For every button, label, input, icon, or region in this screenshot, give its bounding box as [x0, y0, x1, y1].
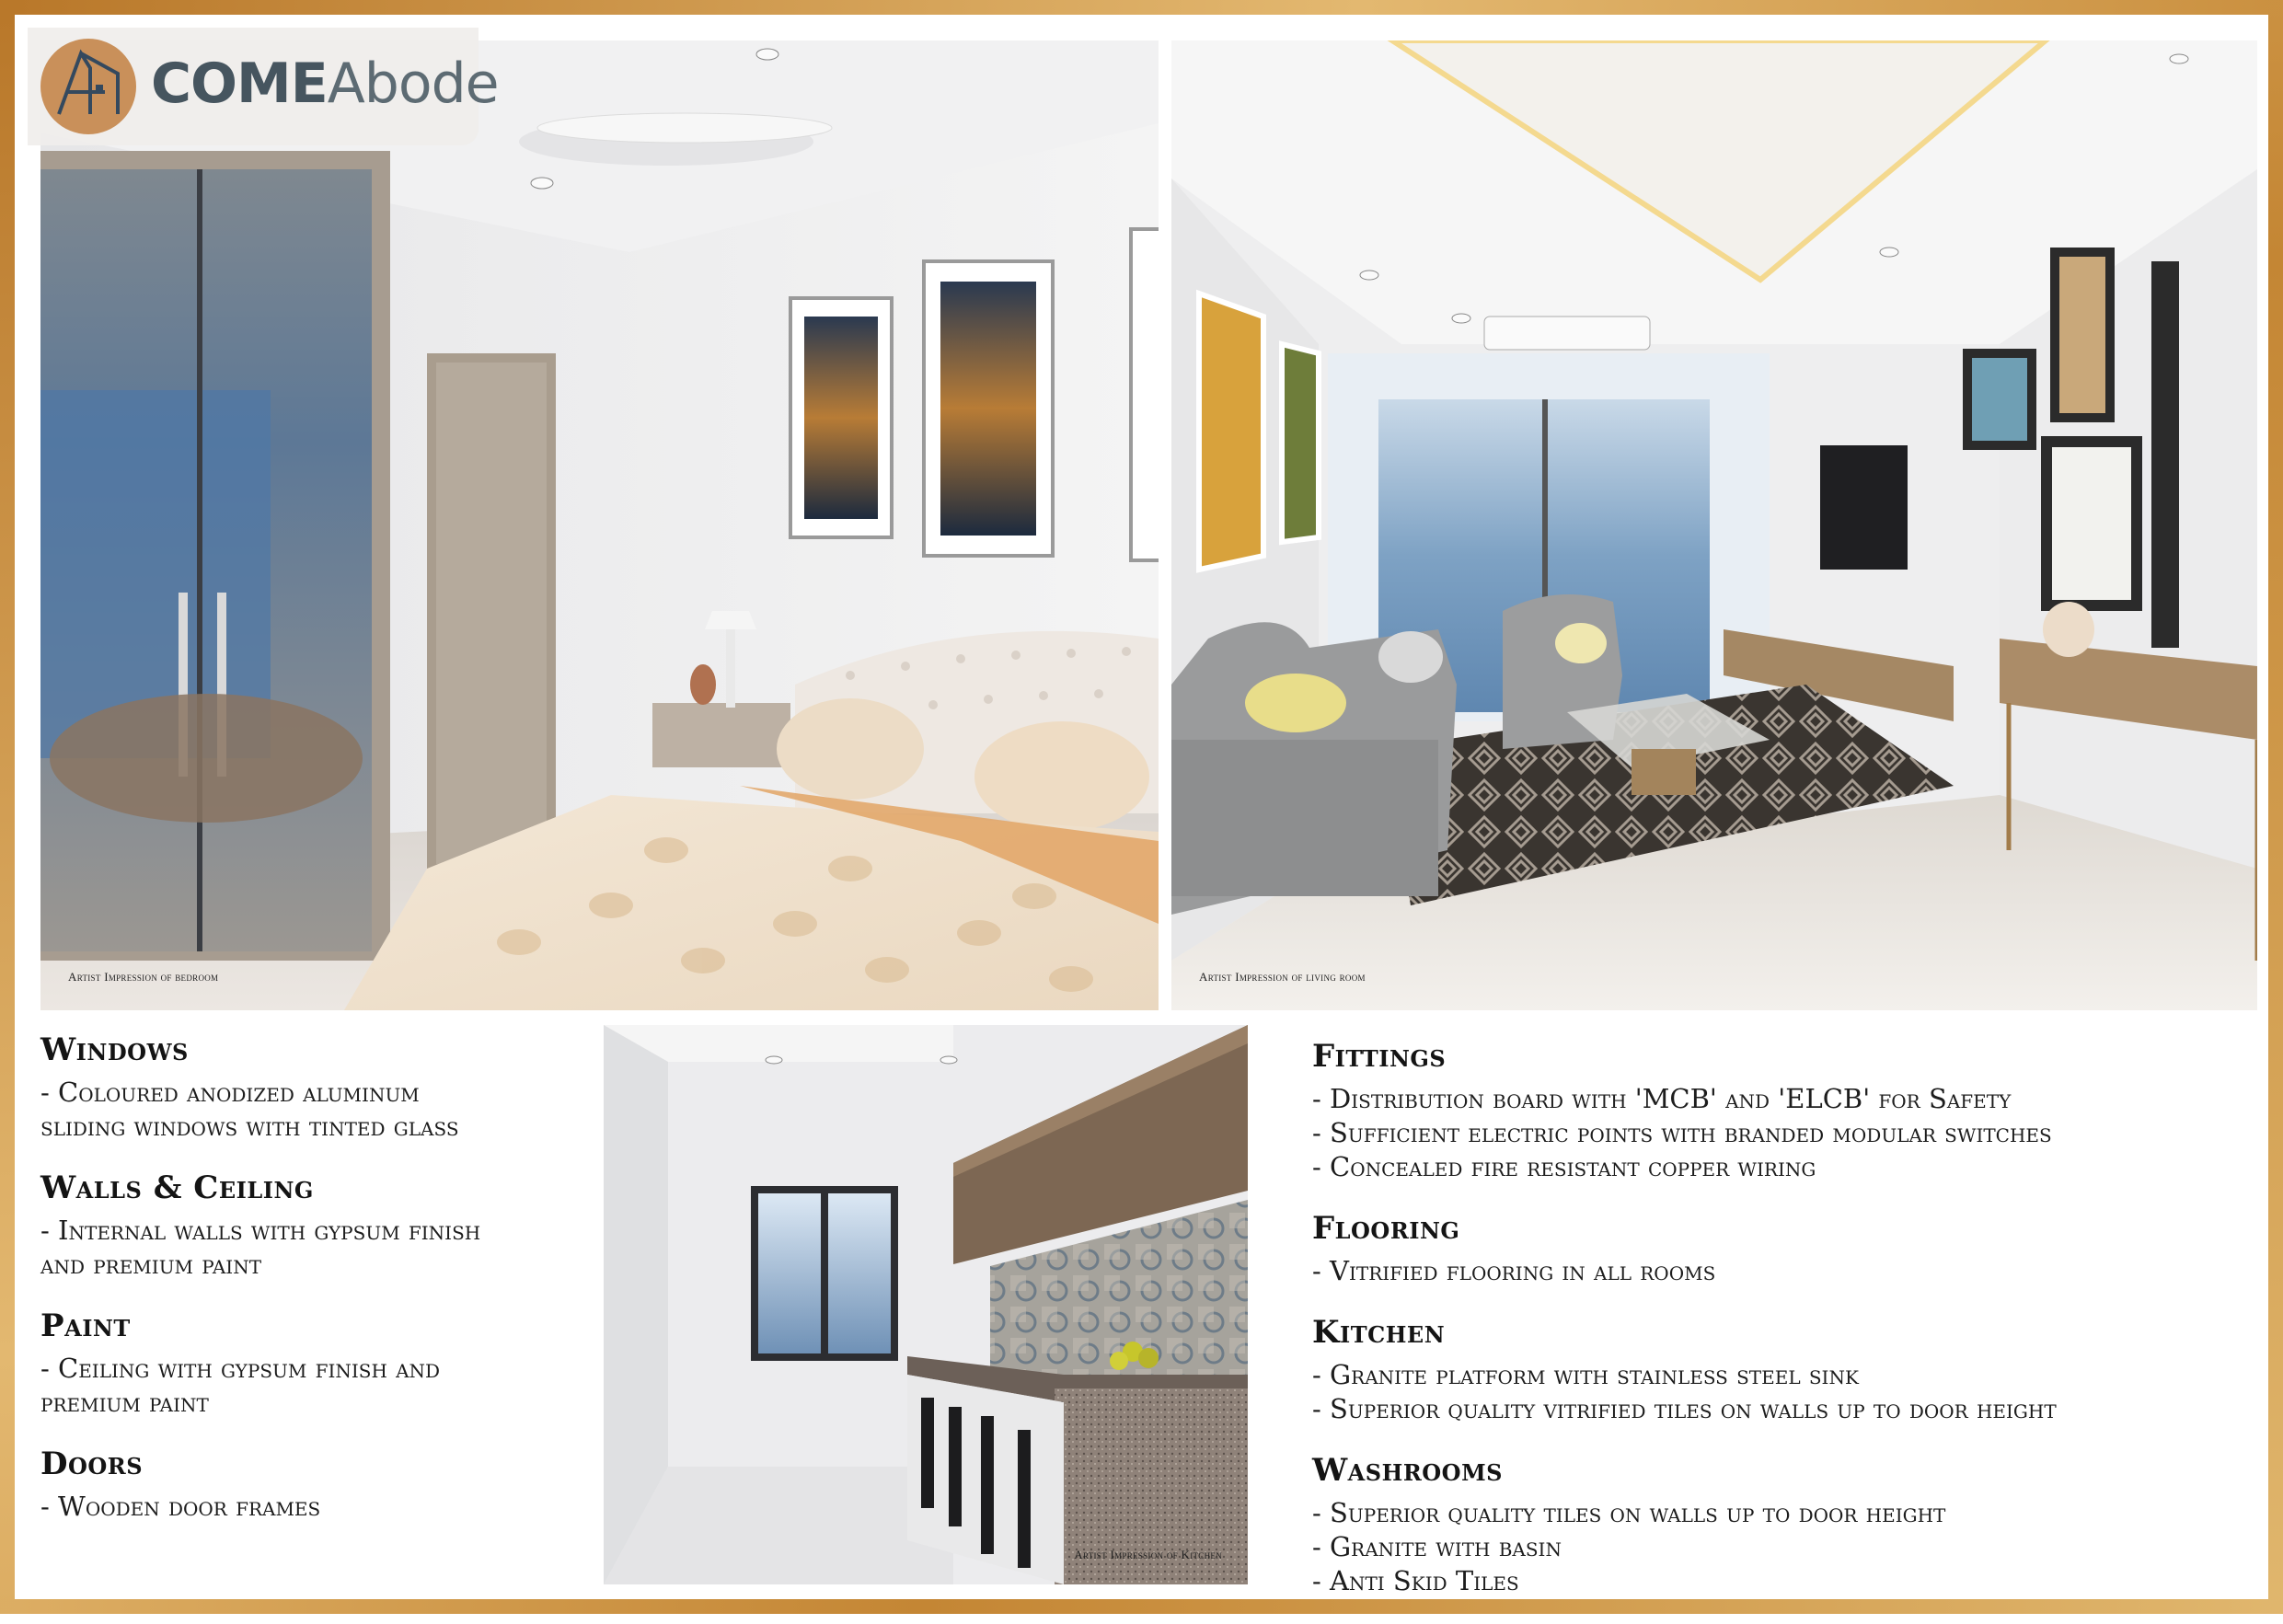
spec-title-fittings: Fittings [1312, 1038, 1447, 1075]
spec-item: - Wooden door frames [40, 1491, 321, 1522]
spec-title-washrooms: Washrooms [1312, 1452, 1503, 1489]
bedroom-caption: Artist Impression of bedroom [68, 970, 219, 984]
spec-item: - Superior quality tiles on walls up to door height [1312, 1497, 1946, 1528]
bedroom-photo [40, 40, 1159, 1010]
spec-item: - Granite platform with stainless steel sink [1312, 1359, 1859, 1390]
brand-logo [28, 28, 499, 145]
left-specs-column [40, 1031, 583, 1549]
spec-walls-ceiling [40, 1169, 583, 1282]
spec-item: - Vitrified flooring in all rooms [1312, 1255, 1716, 1286]
spec-title-kitchen: Kitchen [1312, 1314, 1446, 1351]
spec-washrooms [1312, 1452, 2269, 1598]
spec-title-flooring: Flooring [1312, 1210, 1460, 1247]
spec-title-walls-ceiling: Walls & Ceiling [40, 1169, 314, 1206]
spec-doors [40, 1445, 583, 1524]
brand-name-light: Abode [327, 52, 499, 116]
spec-item: and premium paint [40, 1249, 262, 1280]
spec-item: - Sufficient electric points with branded modular switches [1312, 1117, 2052, 1148]
spec-title-paint: Paint [40, 1307, 131, 1344]
spec-fittings [1312, 1038, 2269, 1184]
spec-paint [40, 1307, 583, 1420]
kitchen-caption: Artist Impression of Kitchen [1074, 1548, 1222, 1561]
spec-item: sliding windows with tinted glass [40, 1111, 459, 1142]
kitchen-illustration [604, 1025, 1248, 1584]
spec-item: - Distribution board with 'MCB' and 'ELCB' for Safety [1312, 1083, 2012, 1114]
spec-kitchen [1312, 1314, 2269, 1426]
spec-item: - Superior quality vitrified tiles on walls up to door height [1312, 1393, 2057, 1424]
living-room-caption: Artist Impression of living room [1199, 970, 1366, 984]
kitchen-photo [604, 1025, 1248, 1584]
living-room-photo [1171, 40, 2257, 1010]
spec-windows [40, 1031, 583, 1144]
spec-item: - Coloured anodized aluminum [40, 1077, 420, 1108]
brand-wordmark [151, 52, 499, 116]
spec-title-windows: Windows [40, 1031, 189, 1068]
spec-item: - Internal walls with gypsum finish [40, 1215, 481, 1246]
spec-title-doors: Doors [40, 1445, 144, 1482]
living-room-illustration [1171, 40, 2257, 1010]
spec-flooring [1312, 1210, 2269, 1288]
house-logo-icon [39, 37, 138, 136]
brand-name-bold: COME [151, 52, 328, 116]
spec-item: - Granite with basin [1312, 1531, 1562, 1562]
spec-item: - Ceiling with gypsum finish and [40, 1353, 441, 1384]
spec-item: premium paint [40, 1387, 209, 1418]
spec-item: - Concealed fire resistant copper wiring [1312, 1151, 1816, 1182]
spec-item: - Anti Skid Tiles [1312, 1565, 1519, 1596]
bedroom-illustration [40, 40, 1159, 1010]
right-specs-column [1312, 1038, 2269, 1624]
